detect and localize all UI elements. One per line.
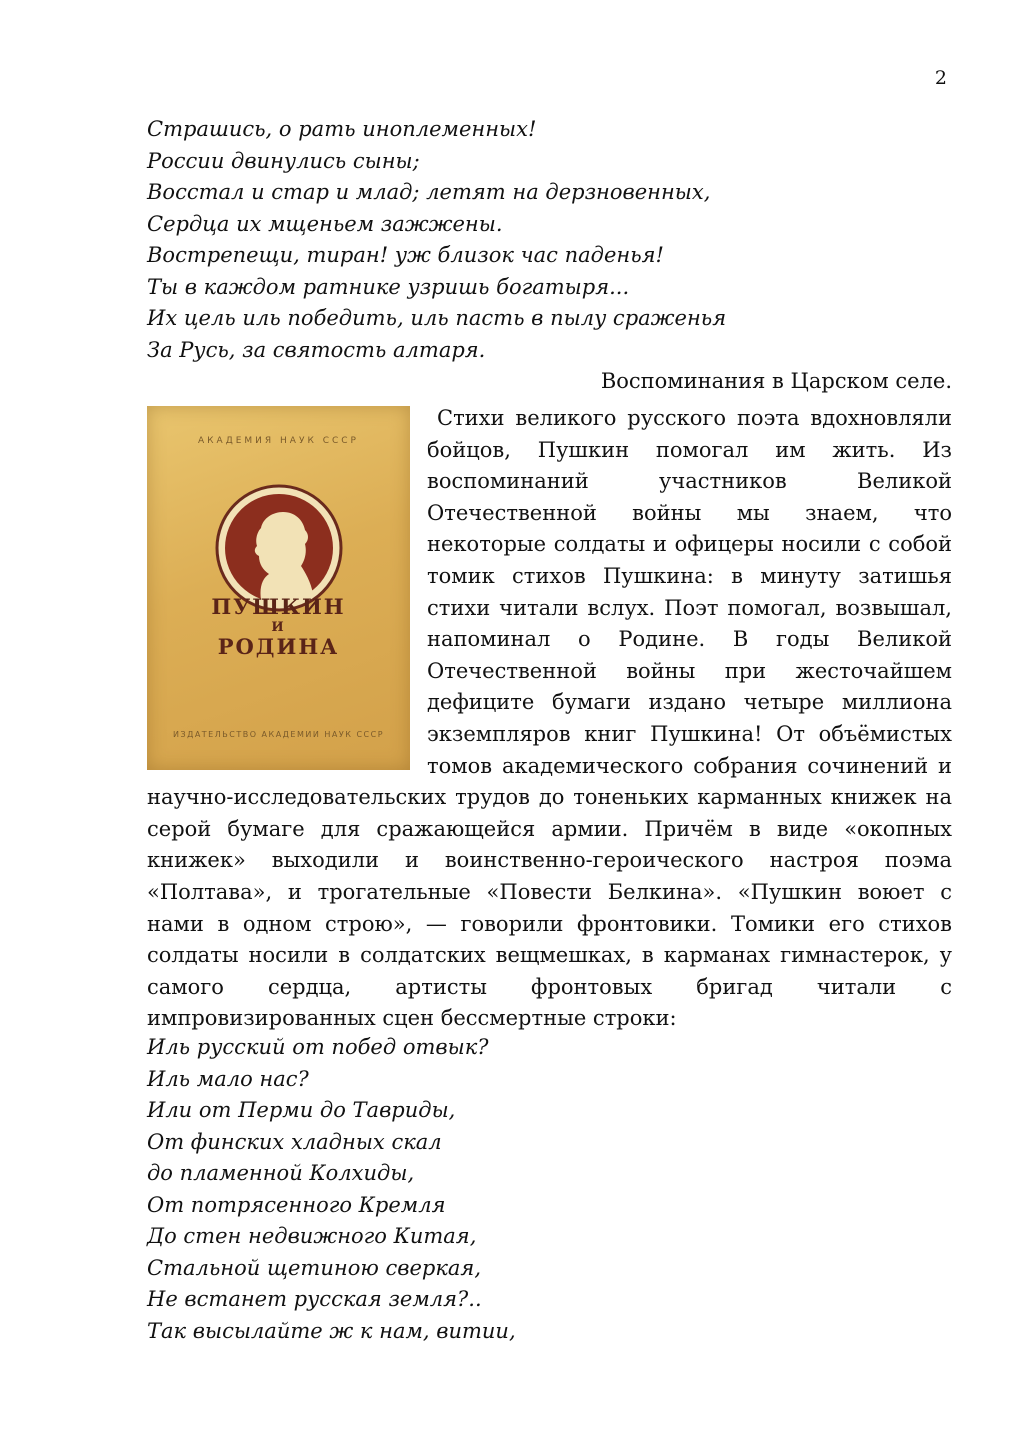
paragraph-line: томов академического собрания сочинений и [427,753,952,778]
paragraph-line: Отечественной войны при жесточайшем [427,658,952,683]
book-publisher-header: АКАДЕМИЯ НАУК СССР [198,436,359,446]
poem-excerpt-1 [147,114,952,398]
paragraph-line: некоторые солдаты и офицеры носили с собой [427,532,952,557]
book-publisher-footer: ИЗДАТЕЛЬСТВО АКАДЕМИИ НАУК СССР [172,730,385,739]
poem-line: Не встанет русская земля?.. [147,1287,482,1311]
poem-line: Страшись, о рать иноплеменных! [147,117,537,141]
poem-line: Или от Перми до Тавриды, [147,1098,456,1122]
book-title-line-3: РОДИНА [217,634,340,659]
book-title-line-1: ПУШКИН [211,594,346,619]
poem-line: От потрясенного Кремля [147,1192,446,1217]
poem-line: до пламенной Колхиды, [147,1161,415,1185]
paragraph-line: Отечественной войны мы знаем, что [427,500,952,525]
main-paragraph [147,403,952,1035]
poem-line: До стен недвижного Китая, [147,1224,477,1248]
paragraph-line: научно-исследовательских трудов до тоненьких карманных книжек на [147,785,952,810]
poem-line: За Русь, за святость алтаря. [147,337,486,362]
paragraph-line: нами в одном строю», — говорили фронтовики. Томики его стихов [147,911,952,936]
paragraph-line: бойцов, Пушкин помогал им жить. Из [427,437,952,462]
paragraph-line: Стихи великого русского поэта вдохновляли [437,406,952,430]
poem-line: Так высылайте ж к нам, витии, [147,1318,516,1343]
paragraph-line: воспоминаний участников Великой [427,469,952,494]
paragraph-line: солдаты носили в солдатских вещмешках, в карманах гимнастерок, у [147,943,952,968]
paragraph-line: дефиците бумаги издано четыре миллиона [427,690,952,715]
paragraph-line: книжек» выходили и воинственно-героического настроя поэма [147,848,952,873]
poem-line: Ты в каждом ратнике узришь богатыря... [147,274,630,299]
paragraph-line: «Полтава», и трогательные «Повести Белкина». «Пушкин воюет с [147,879,952,904]
poem-line: От финских хладных скал [147,1129,442,1154]
paragraph-line: серой бумаге для сражающейся армии. Причём в виде «окопных [147,816,952,841]
poem-line: Вострепещи, тиран! уж близок час паденья! [147,243,664,267]
book-title-line-2: И [271,620,286,635]
poem-line: России двинулись сыны; [147,148,420,173]
poem-line: Восстал и стар и млад; летят на дерзновенных, [147,180,711,204]
paragraph-line: стихи читали вслух. Поэт помогал, возвышал, [427,595,952,620]
poem-line: Их цель иль победить, иль пасть в пылу сраженья [147,306,727,330]
paragraph-line: импровизированных сцен бессмертные строки: [147,1006,677,1031]
poem-line: Сердца их мщеньем зажжены. [147,211,503,236]
paragraph-line: напоминал о Родине. В годы Великой [427,627,952,652]
paragraph-line: экземпляров книг Пушкина! От объёмистых [427,721,952,746]
paragraph-line: томик стихов Пушкина: в минуту затишья [427,563,952,588]
poem-line: Стальной щетиною сверкая, [147,1255,482,1280]
poem-source: Воспоминания в Царском селе. [600,369,952,393]
poem-line: Иль мало нас? [147,1066,309,1091]
poem-line: Иль русский от побед отвык? [147,1035,489,1059]
page-number: 2 [934,67,947,89]
paragraph-line: самого сердца, артисты фронтовых бригад читали с [147,974,952,999]
poem-excerpt-2 [147,1032,952,1347]
